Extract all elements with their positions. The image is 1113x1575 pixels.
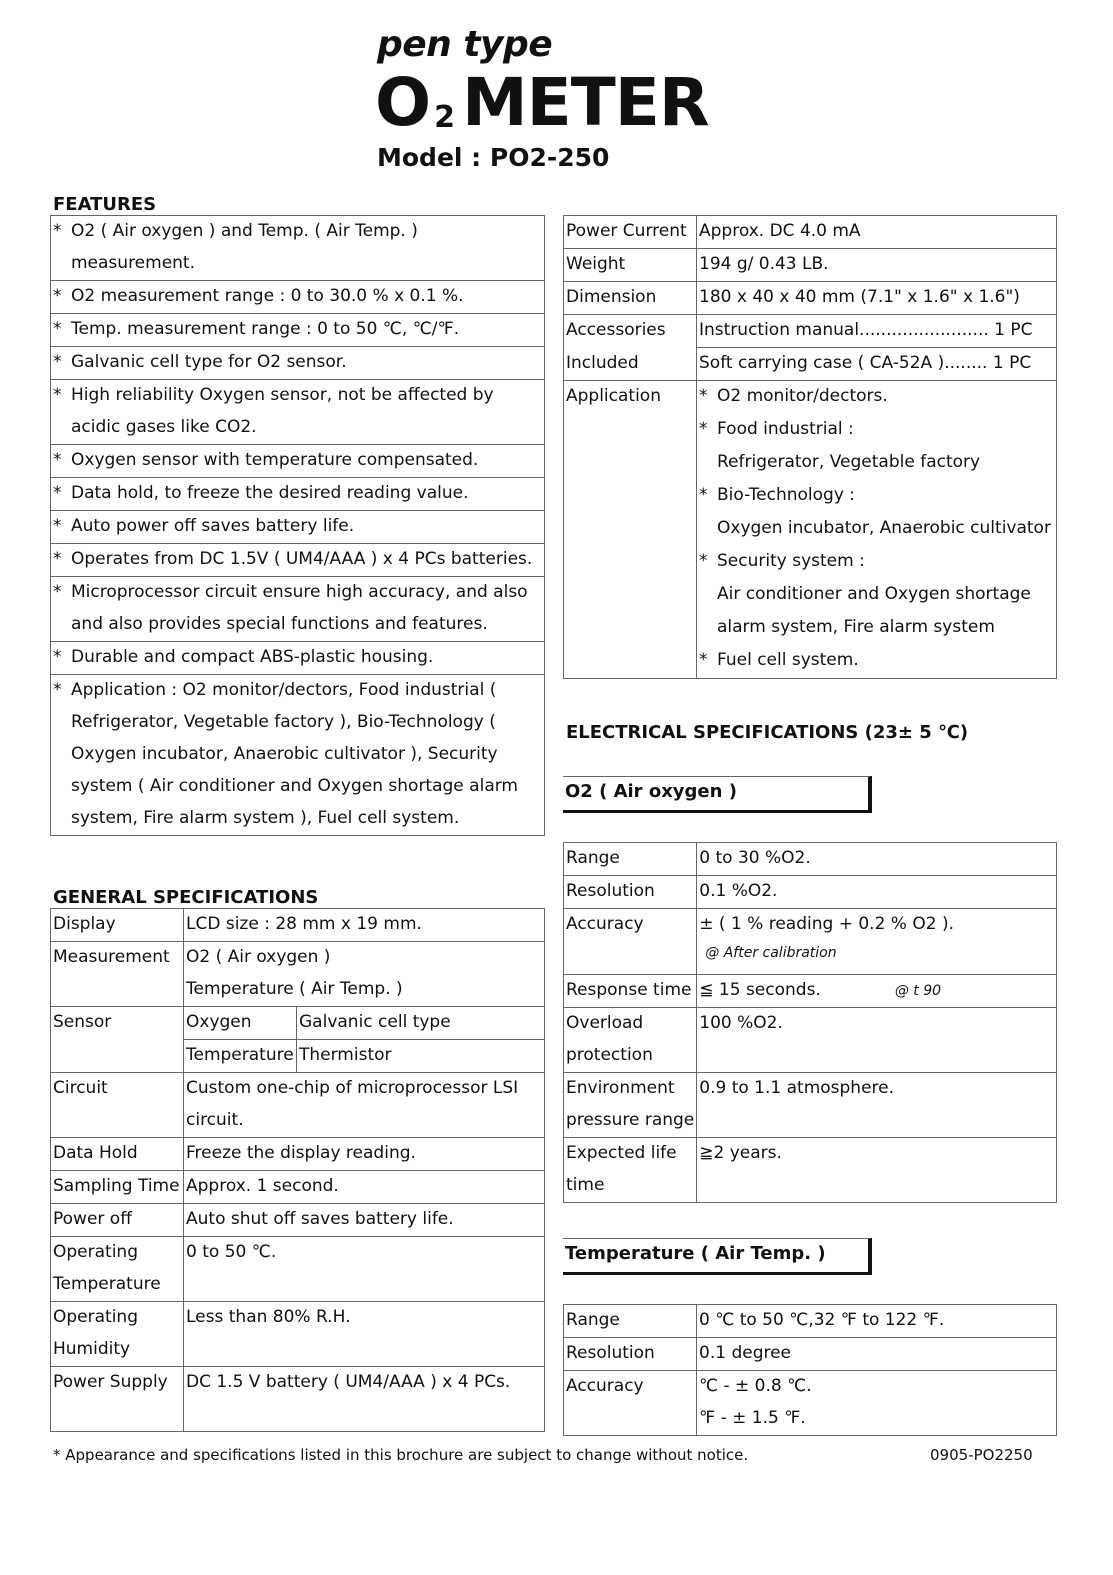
spec-value: ℉ - ± 1.5 ℉. [697,1403,1057,1436]
application-text: Fuel cell system. [717,650,859,670]
bullet-star: * [53,680,62,700]
product-title [375,64,709,141]
o2-subheading: O2 ( Air oxygen ) [563,776,872,813]
features-table [50,215,545,836]
spec-value: Soft carrying case ( CA-52A )........ 1 PC [697,348,1057,381]
table-row [51,511,545,544]
spec-value: 194 g/ 0.43 LB. [697,249,1057,282]
general-specs-table [50,908,545,1432]
feature-text: Refrigerator, Vegetable factory ), Bio-Technology ( [71,712,496,732]
spec-value: ℃ - ± 0.8 ℃. [697,1371,1057,1404]
spec-value: Custom one-chip of microprocessor LSI [184,1073,545,1106]
feature-item-continued [51,771,545,803]
spec-value: 0.1 degree [697,1338,1057,1371]
response-value: ≦ 15 seconds. [699,980,821,1000]
table-row [51,642,545,675]
application-text: O2 monitor/dectors. [717,386,888,406]
spec-value: 0 ℃ to 50 ℃,32 ℉ to 122 ℉. [697,1305,1057,1338]
bullet-star: * [53,352,62,372]
application-item [699,513,1054,546]
table-row [51,1171,545,1204]
feature-item [51,511,545,544]
bullet-star: * [699,551,708,571]
temperature-specs-table [563,1304,1057,1436]
feature-item-continued [51,609,545,642]
table-row [564,381,1057,679]
sensor-type: Oxygen [184,1007,297,1040]
bullet-star: * [53,516,62,536]
feature-item [51,347,545,380]
spec-value [697,909,1057,975]
bullet-star: * [53,385,62,405]
spec-value: O2 ( Air oxygen ) [184,942,545,975]
table-row [564,216,1057,249]
feature-item-continued [51,803,545,836]
feature-text: Durable and compact ABS-plastic housing. [71,647,434,667]
table-row [51,675,545,708]
bullet-star: * [53,647,62,667]
spec-label: Accuracy [564,1371,697,1404]
spec-label: Resolution [564,1338,697,1371]
bullet-star: * [699,386,708,406]
feature-item-continued [51,707,545,739]
spec-label: Weight [564,249,697,282]
spec-label: Power off [51,1204,184,1237]
spec-label: pressure range [564,1105,697,1138]
spec-label: Environment [564,1073,697,1106]
feature-text: Data hold, to freeze the desired reading value. [71,483,469,503]
spec-label: Overload [564,1008,697,1041]
accuracy-value: ± ( 1 % reading + 0.2 % O2 ). [699,914,954,934]
bullet-star: * [699,419,708,439]
spec-value: 0.1 %O2. [697,876,1057,909]
general-specs-heading: GENERAL SPECIFICATIONS [53,887,319,908]
bullet-star: * [699,650,708,670]
table-row [51,1367,545,1432]
feature-text: Temp. measurement range : 0 to 50 ℃, ℃/℉. [71,319,460,339]
application-item [699,546,1054,579]
bullet-star: * [53,483,62,503]
application-item [699,579,1054,612]
table-row [51,609,545,642]
table-row [51,1302,545,1335]
feature-item [51,544,545,577]
table-row [51,942,545,975]
feature-item-continued [51,248,545,281]
bullet-star: * [53,221,62,241]
spec-value: Approx. 1 second. [184,1171,545,1204]
spec-value: Auto shut off saves battery life. [184,1204,545,1237]
feature-text: measurement. [71,253,196,273]
table-row [564,1371,1057,1404]
spec-label: Circuit [51,1073,184,1138]
table-row [51,1237,545,1270]
bullet-star: * [53,319,62,339]
feature-item [51,445,545,478]
feature-item [51,380,545,413]
feature-text: High reliability Oxygen sensor, not be affected by [71,385,494,405]
table-row [564,1073,1057,1106]
spec-value: LCD size : 28 mm x 19 mm. [184,909,545,942]
feature-text: O2 measurement range : 0 to 30.0 % x 0.1 %. [71,286,464,306]
table-row [564,909,1057,975]
feature-item [51,642,545,675]
application-text: Oxygen incubator, Anaerobic cultivator [717,518,1051,538]
feature-text: Application : O2 monitor/dectors, Food industrial ( [71,680,497,700]
table-row [51,216,545,249]
title-o: O [375,64,431,141]
spec-label: Expected life [564,1138,697,1171]
spec-label: Operating [51,1302,184,1335]
spec-value: ≧2 years. [697,1138,1057,1203]
title-meter: METER [461,64,709,141]
table-row [51,1073,545,1106]
table-row [564,249,1057,282]
table-row [51,445,545,478]
table-row [51,909,545,942]
spec-label: Range [564,843,697,876]
application-item [699,381,1054,414]
spec-label: Power Current [564,216,697,249]
spec-label: Sensor [51,1007,184,1073]
table-row [51,803,545,836]
spec-label: Accessories [564,315,697,348]
bullet-star: * [53,549,62,569]
bullet-star: * [53,286,62,306]
spec-value: Less than 80% R.H. [184,1302,545,1367]
table-row [564,1138,1057,1171]
spec-label: Application [564,381,697,679]
table-row [51,707,545,739]
application-text: Bio-Technology : [717,485,856,505]
table-row [51,739,545,771]
application-text: Food industrial : [717,419,854,439]
temperature-subheading: Temperature ( Air Temp. ) [563,1238,872,1275]
table-row [51,347,545,380]
feature-text: acidic gases like CO2. [71,417,257,437]
sensor-detail: Galvanic cell type [297,1007,545,1040]
spec-value: 100 %O2. [697,1008,1057,1073]
table-row [51,771,545,803]
spec-label: Operating [51,1237,184,1270]
table-row [51,412,545,445]
spec-value: Temperature ( Air Temp. ) [184,974,545,1007]
spec-label: Range [564,1305,697,1338]
table-row [51,1007,545,1040]
spec-label: Accuracy [564,909,697,975]
spec-label: Included [564,348,697,381]
feature-text: Oxygen sensor with temperature compensated. [71,450,479,470]
spec-label: Power Supply [51,1367,184,1432]
table-row [51,281,545,314]
sensor-detail: Thermistor [297,1040,545,1073]
feature-item [51,478,545,511]
table-row [564,1008,1057,1041]
spec-value [697,975,1057,1008]
application-list [697,381,1057,679]
application-text: Security system : [717,551,865,571]
spec-label: Humidity [51,1334,184,1367]
application-item [699,414,1054,447]
feature-text: Operates from DC 1.5V ( UM4/AAA ) x 4 PCs batteries. [71,549,533,569]
spec-label: time [564,1170,697,1203]
table-row [51,314,545,347]
feature-text: Oxygen incubator, Anaerobic cultivator ), Security [71,744,498,764]
application-text: Air conditioner and Oxygen shortage [717,584,1031,604]
feature-text: Galvanic cell type for O2 sensor. [71,352,347,372]
bullet-star: * [53,450,62,470]
spec-label: Response time [564,975,697,1008]
application-item [699,447,1054,480]
spec-label: Temperature [51,1269,184,1302]
spec-label: Measurement [51,942,184,1007]
model-number: Model : PO2-250 [377,143,610,172]
feature-text: Microprocessor circuit ensure high accuracy, and also [71,582,528,602]
subtitle: pen type [377,24,553,65]
spec-value: 0 to 50 ℃. [184,1237,545,1302]
spec-value: 180 x 40 x 40 mm (7.1" x 1.6" x 1.6") [697,282,1057,315]
t90-note: @ t 90 [894,983,942,999]
application-text: Refrigerator, Vegetable factory [717,452,981,472]
table-row [51,478,545,511]
spec-label: protection [564,1040,697,1073]
feature-item [51,216,545,249]
table-row [564,843,1057,876]
footer-note: * Appearance and specifications listed in this brochure are subject to change without notice. [53,1446,749,1464]
table-row [564,348,1057,381]
table-row [51,1204,545,1237]
general-specs-right-table [563,215,1057,679]
spec-label [564,1403,697,1436]
table-row [51,380,545,413]
spec-value: 0 to 30 %O2. [697,843,1057,876]
table-row [564,1403,1057,1436]
spec-value: Approx. DC 4.0 mA [697,216,1057,249]
table-row [51,544,545,577]
document-code: 0905-PO2250 [930,1446,1033,1464]
application-item [699,480,1054,513]
spec-value: DC 1.5 V battery ( UM4/AAA ) x 4 PCs. [184,1367,545,1432]
application-item [699,645,1054,678]
table-row [51,577,545,610]
title-subscript: 2 [434,100,454,135]
feature-text: O2 ( Air oxygen ) and Temp. ( Air Temp. ) [71,221,418,241]
sensor-type: Temperature [184,1040,297,1073]
feature-item [51,675,545,708]
feature-text: system ( Air conditioner and Oxygen shortage alarm [71,776,518,796]
feature-item [51,577,545,610]
table-row [564,315,1057,348]
calibration-note: @ After calibration [705,945,837,961]
table-row [564,876,1057,909]
features-heading: FEATURES [53,194,157,215]
spec-label: Data Hold [51,1138,184,1171]
application-item [699,612,1054,645]
table-row [564,282,1057,315]
feature-text: and also provides special functions and features. [71,614,488,634]
o2-specs-table [563,842,1057,1203]
feature-item [51,281,545,314]
table-row [564,975,1057,1008]
electrical-specs-heading: ELECTRICAL SPECIFICATIONS (23± 5 ℃) [566,722,969,743]
spec-value: Instruction manual........................ 1 PC [697,315,1057,348]
spec-value: 0.9 to 1.1 atmosphere. [697,1073,1057,1138]
spec-label: Sampling Time [51,1171,184,1204]
feature-item-continued [51,412,545,445]
spec-value: Freeze the display reading. [184,1138,545,1171]
table-row [51,248,545,281]
spec-value: circuit. [184,1105,545,1138]
feature-text: system, Fire alarm system ), Fuel cell system. [71,808,460,828]
feature-item [51,314,545,347]
bullet-star: * [699,485,708,505]
spec-label: Display [51,909,184,942]
application-text: alarm system, Fire alarm system [717,617,995,637]
spec-label: Resolution [564,876,697,909]
table-row [51,1138,545,1171]
table-row [564,1305,1057,1338]
feature-item-continued [51,739,545,771]
table-row [564,1338,1057,1371]
feature-text: Auto power off saves battery life. [71,516,355,536]
bullet-star: * [53,582,62,602]
spec-label: Dimension [564,282,697,315]
